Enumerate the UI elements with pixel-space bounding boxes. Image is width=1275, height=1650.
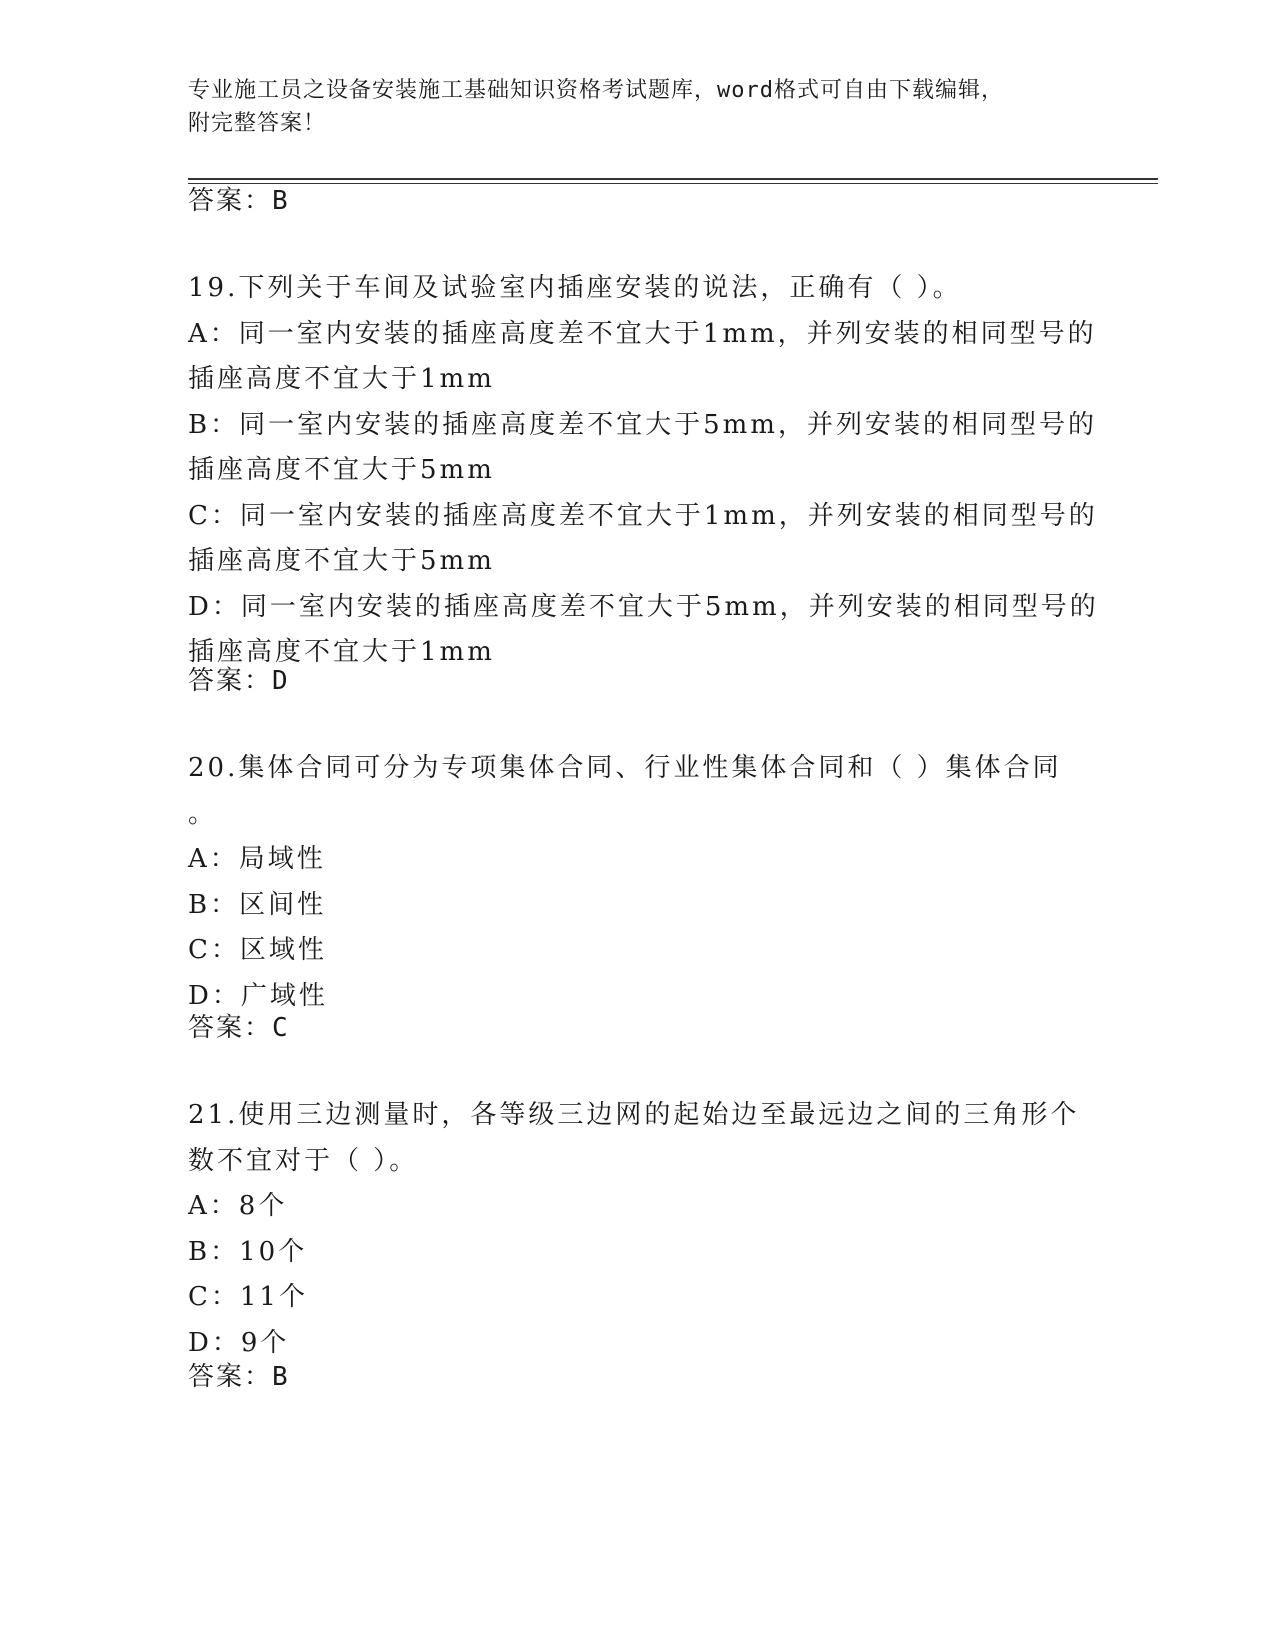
header-divider (188, 178, 1158, 184)
option-c: C：11个 (188, 1282, 308, 1312)
header-line-1: 专业施工员之设备安装施工基础知识资格考试题库，word格式可自由下载编辑， (188, 78, 1004, 103)
answer-previous: 答案：B (188, 186, 290, 216)
question-stem: 21.使用三边测量时，各等级三边网的起始边至最远边之间的三角形个 (188, 1100, 1080, 1130)
question-20 (188, 746, 1068, 1019)
question-21 (188, 1093, 1080, 1366)
option-a: A：8个 (188, 1191, 288, 1221)
option-b-cont: 插座高度不宜大于5mm (188, 455, 495, 485)
document-header (188, 74, 1068, 140)
option-d: D：同一室内安装的插座高度差不宜大于5mm，并列安装的相同型号的 (188, 591, 1099, 622)
option-b: B：10个 (188, 1236, 308, 1267)
question-stem-cont: 。 (188, 798, 218, 829)
option-c: C：同一室内安装的插座高度差不宜大于1mm，并列安装的相同型号的 (188, 500, 1098, 531)
answer-19: 答案：D (188, 666, 290, 696)
option-b: B：同一室内安装的插座高度差不宜大于5mm，并列安装的相同型号的 (188, 409, 1097, 440)
header-line-2: 附完整答案！ (188, 111, 327, 136)
option-a: A：同一室内安装的插座高度差不宜大于1mm，并列安装的相同型号的 (188, 318, 1097, 349)
option-a: A：局域性 (188, 844, 326, 874)
option-d: D：广域性 (188, 980, 328, 1011)
option-d-cont: 插座高度不宜大于1mm (188, 637, 495, 667)
question-stem-cont: 数不宜对于（ ）。 (188, 1145, 419, 1176)
question-19 (188, 266, 1099, 676)
answer-20: 答案：C (188, 1013, 290, 1043)
question-stem: 19.下列关于车间及试验室内插座安装的说法，正确有（ ）。 (188, 273, 962, 303)
option-b: B：区间性 (188, 889, 327, 920)
option-a-cont: 插座高度不宜大于1mm (188, 364, 495, 394)
question-stem: 20.集体合同可分为专项集体合同、行业性集体合同和（ ）集体合同 (188, 753, 1062, 783)
option-c: C：区域性 (188, 935, 327, 965)
option-d: D：9个 (188, 1327, 290, 1358)
option-c-cont: 插座高度不宜大于5mm (188, 546, 495, 576)
answer-21: 答案：B (188, 1362, 290, 1392)
